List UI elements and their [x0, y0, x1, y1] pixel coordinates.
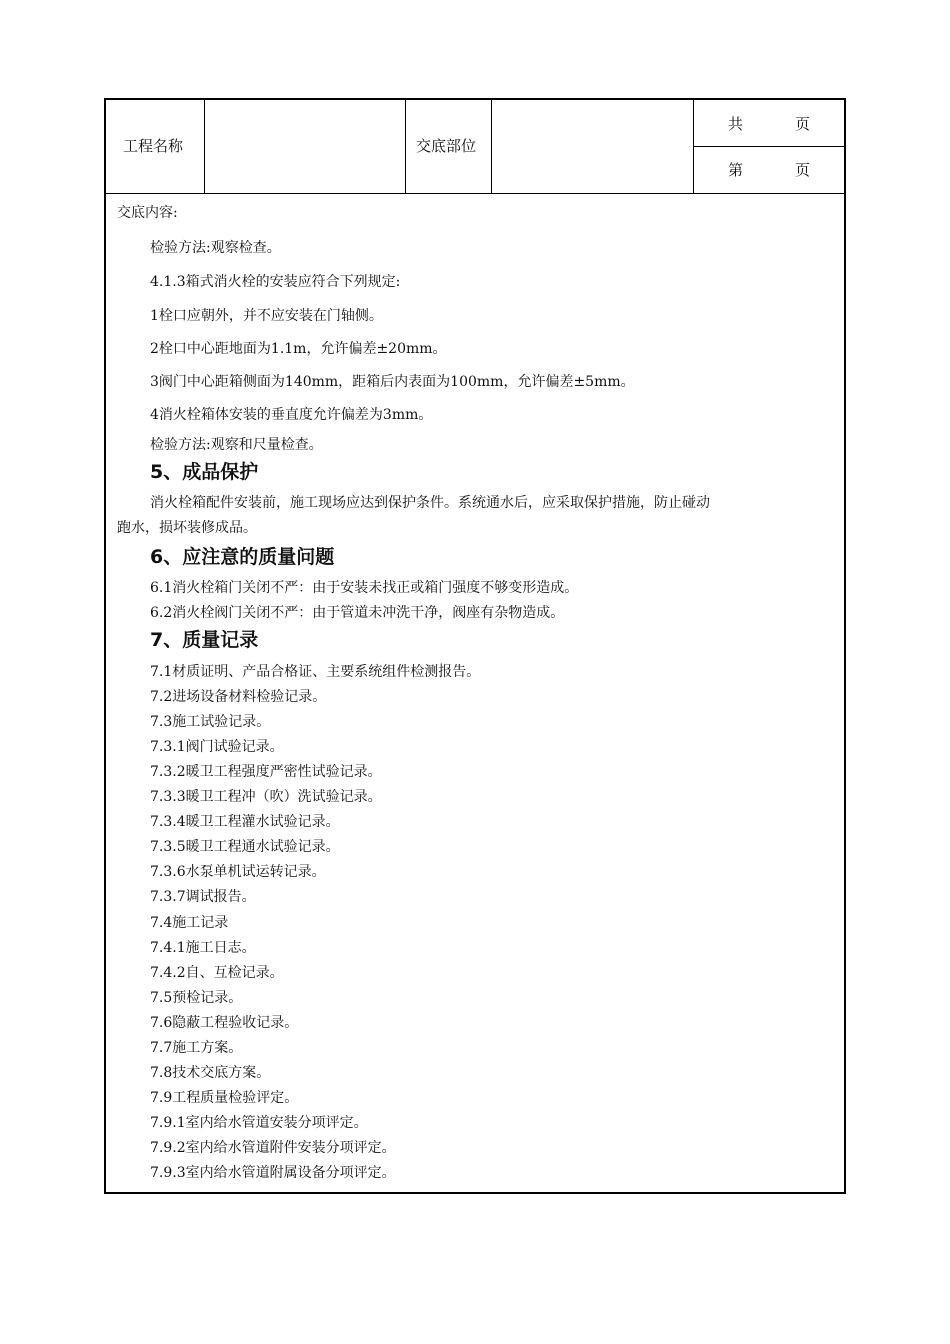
form-header-table: [106, 100, 844, 194]
header-divider: [491, 100, 492, 193]
section-7-item: 7.3.6水泵单机试运转记录。: [150, 864, 326, 880]
section-label: 交底部位: [416, 137, 477, 155]
content-line: 检验方法:观察和尺量检查。: [150, 437, 323, 453]
section-7-item: 7.3.7调试报告。: [150, 889, 256, 905]
section-6-item: 6.2消火栓阀门关闭不严：由于管道未冲洗干净，阀座有杂物造成。: [150, 605, 565, 621]
section-6-item: 6.1消火栓箱门关闭不严：由于安装未找正或箱门强度不够变形造成。: [150, 580, 579, 596]
header-divider: [204, 100, 205, 193]
section-5-title: 5、成品保护: [150, 461, 259, 483]
section-7-item: 7.9.3室内给水管道附属设备分项评定。: [150, 1165, 396, 1181]
section-7-item: 7.3.2暖卫工程强度严密性试验记录。: [150, 764, 382, 780]
section-7-item: 7.3.4暖卫工程灌水试验记录。: [150, 814, 340, 830]
section-7-item: 7.3.5暖卫工程通水试验记录。: [150, 839, 340, 855]
content-line: 检验方法:观察检查。: [150, 240, 281, 256]
content-line: 4.1.3箱式消火栓的安装应符合下列规定:: [150, 274, 401, 290]
project-name-label: 工程名称: [123, 137, 184, 155]
disclosure-form: [104, 98, 846, 1194]
header-divider: [693, 146, 844, 147]
section-7-item: 7.3.1阀门试验记录。: [150, 739, 284, 755]
total-pages-unit: 页: [795, 115, 811, 133]
content-intro-label: 交底内容:: [117, 205, 178, 221]
section-7-item: 7.3.3暖卫工程冲（吹）洗试验记录。: [150, 789, 382, 805]
content-line: 2栓口中心距地面为1.1m，允许偏差±20mm。: [150, 341, 447, 357]
section-7-item: 7.4.2自、互检记录。: [150, 965, 284, 981]
section-7-item: 7.7施工方案。: [150, 1040, 243, 1056]
content-line: 3阀门中心距箱侧面为140mm，距箱后内表面为100mm，允许偏差±5mm。: [150, 374, 635, 390]
section-7-item: 7.8技术交底方案。: [150, 1065, 271, 1081]
section-7-item: 7.1材质证明、产品合格证、主要系统组件检测报告。: [150, 664, 481, 680]
section-7-item: 7.5预检记录。: [150, 990, 243, 1006]
section-5-paragraph: 消火栓箱配件安装前，施工现场应达到保护条件。系统通水后，应采取保护措施，防止碰动: [150, 495, 710, 511]
section-7-item: 7.4.1施工日志。: [150, 940, 256, 956]
section-6-title: 6、应注意的质量问题: [150, 546, 335, 568]
section-7-item: 7.9.1室内给水管道安装分项评定。: [150, 1115, 368, 1131]
section-7-title: 7、质量记录: [150, 629, 259, 651]
content-line: 1栓口应朝外，并不应安装在门轴侧。: [150, 308, 383, 324]
section-7-item: 7.2进场设备材料检验记录。: [150, 689, 327, 705]
section-7-item: 7.6隐蔽工程验收记录。: [150, 1015, 299, 1031]
header-divider: [405, 100, 406, 193]
section-7-item: 7.3施工试验记录。: [150, 714, 271, 730]
section-7-item: 7.4施工记录: [150, 915, 229, 931]
section-7-item: 7.9.2室内给水管道附件安装分项评定。: [150, 1140, 396, 1156]
content-line: 4消火栓箱体安装的垂直度允许偏差为3mm。: [150, 407, 433, 423]
section-5-paragraph: 跑水，损坏装修成品。: [117, 520, 257, 536]
page-number-unit: 页: [795, 161, 811, 179]
section-7-item: 7.9工程质量检验评定。: [150, 1090, 299, 1106]
total-pages-label: 共: [728, 115, 744, 133]
page-number-label: 第: [728, 161, 744, 179]
